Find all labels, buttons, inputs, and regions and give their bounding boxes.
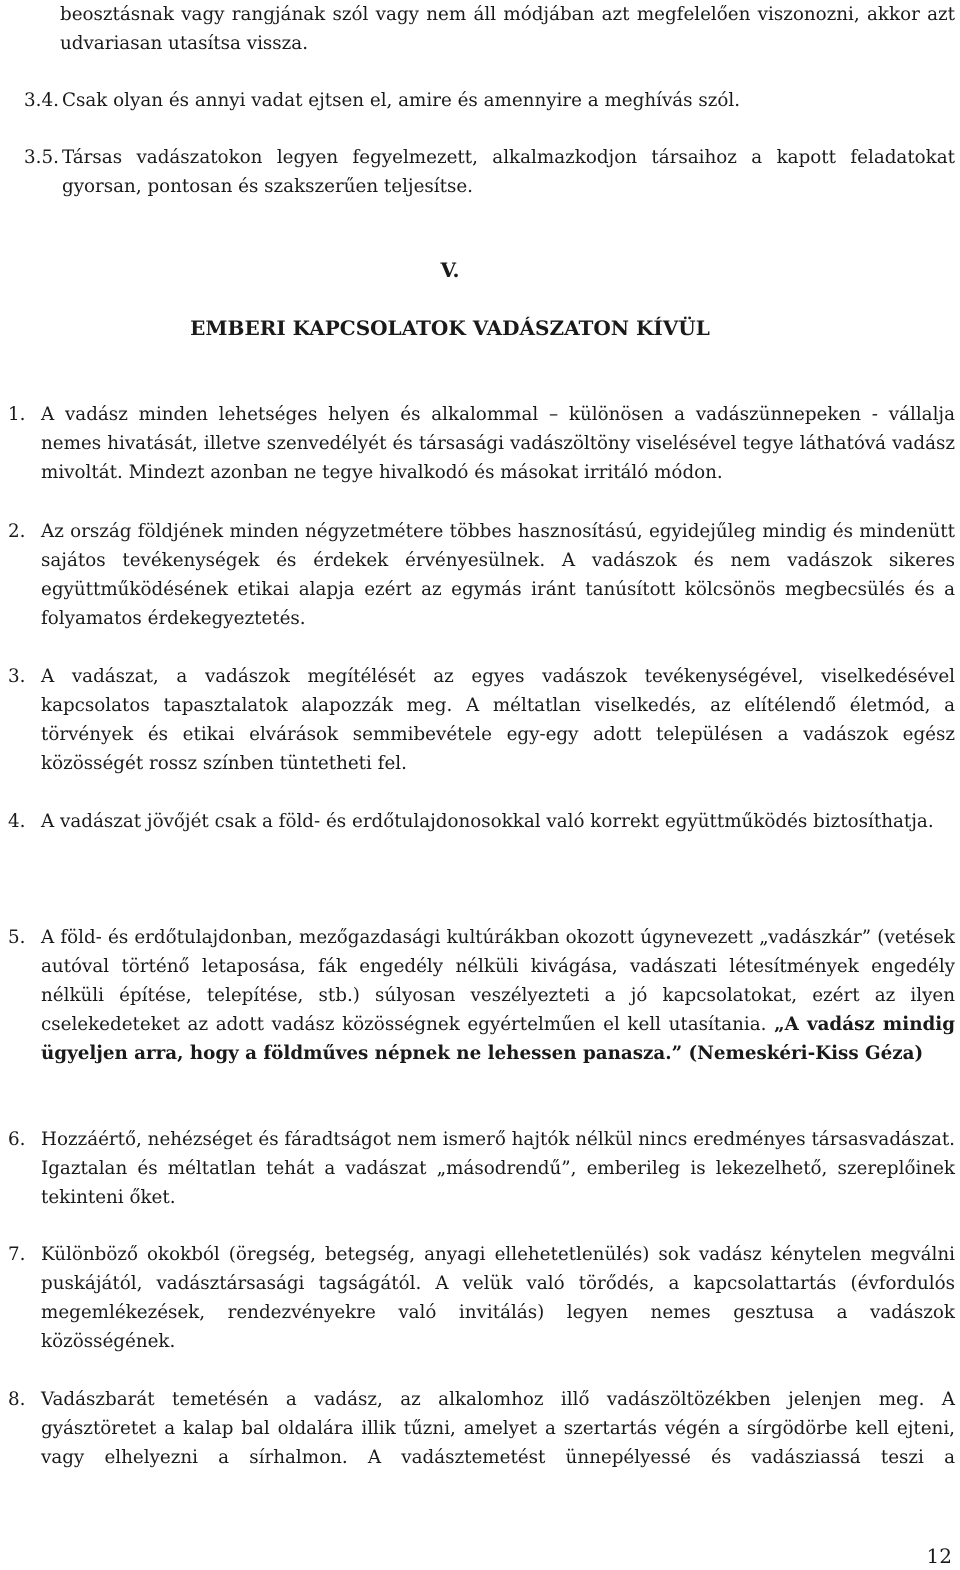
item-text <box>41 923 955 1068</box>
item-number: 3.5. <box>24 147 59 168</box>
item-text: Hozzáértő, nehézséget és fáradtságot nem ismerő hajtók nélkül nincs eredményes társasvadászat. Igaztalan és méltatlan tehát a vadászat „másodrendű”, emberileg is lekezelhető, szereplőinek tekinteni őket. <box>41 1129 955 1208</box>
item-number: 6. <box>8 1129 26 1150</box>
intro-paragraph: beosztásnak vagy rangjának szól vagy nem áll módjában azt megfelelően viszonozni, akkor azt udvariasan utasítsa vissza. <box>60 4 955 54</box>
item-text: A vadászat, a vadászok megítélését az egyes vadászok tevékenységével, viselkedésével kapcsolatos tapasztalatok alapozzák meg. A méltatlan viselkedés, az elítélendő életmód, a törvények és etikai elvárások semmibevétele egy-egy adott településen a vadászok egész közösségét rossz színben tüntetheti fel. <box>41 666 955 774</box>
item-text-regular: A föld- és erdőtulajdonban, mezőgazdasági kultúrákban okozott úgynevezett „vadászkár” (vetések autóval történő letaposása, fák engedély nélküli kivágása, vadászati létesítmények engedély nélküli építése, telepítése, stb.) súlyosan veszélyezteti a jó kapcsolatokat, ezért az ilyen cselekedeteket az adott vadász közösségnek egyértelműen el kell utasítania. <box>41 927 955 1035</box>
item-number: 8. <box>8 1389 26 1410</box>
item-number: 3.4. <box>24 90 59 111</box>
item-text: Társas vadászatokon legyen fegyelmezett, alkalmazkodjon társaihoz a kapott feladatokat gyorsan, pontosan és szakszerűen teljesítse. <box>62 147 955 197</box>
item-number: 3. <box>8 666 26 687</box>
item-text: A vadász minden lehetséges helyen és alkalommal – különösen a vadászünnepeken - vállalja nemes hivatását, illetve szenvedélyét és társasági vadászöltöny viselésével tegye láthatóvá vadász mivoltát. Mindezt azonban ne tegye hivalkodó és másokat irritáló módon. <box>41 404 955 483</box>
section-title: EMBERI KAPCSOLATOK VADÁSZATON KÍVÜL <box>190 316 710 340</box>
item-text: Csak olyan és annyi vadat ejtsen el, amire és amennyire a meghívás szól. <box>62 90 741 111</box>
page-number: 12 <box>926 1544 952 1568</box>
item-number: 5. <box>8 927 26 948</box>
item-number: 1. <box>8 404 26 425</box>
item-quote-bold: „A vadász mindig ügyeljen arra, hogy a földműves népnek ne lehessen panasza.” (Nemeskéri-Kiss Géza) <box>41 1014 956 1064</box>
item-text: Az ország földjének minden négyzetmétere többes hasznosítású, egyidejűleg mindig és mindenütt sajátos tevékenységek és érdekek érvényesülnek. A vadászok és nem vadászok sikeres együttműködésének etikai alapja ezért az egymás iránt tanúsított kölcsönös megbecsülés és a folyamatos érdekegyeztetés. <box>41 521 955 629</box>
item-number: 4. <box>8 811 26 832</box>
item-text: Különböző okokból (öregség, betegség, anyagi ellehetetlenülés) sok vadász kénytelen megválni puskájától, vadásztársasági tagságától. A velük való törődés, a kapcsolattartás (évfordulós megemlékezések, rendezvényekre való invitálás) legyen nemes gesztusa a vadászok közösségének. <box>41 1244 955 1352</box>
item-number: 7. <box>8 1244 26 1265</box>
item-number: 2. <box>8 521 26 542</box>
item-text: Vadászbarát temetésén a vadász, az alkalomhoz illő vadászöltözékben jelenjen meg. A gyásztöretet a kalap bal oldalára illik tűzni, amelyet a szertartás végén a sírgödörbe kell ejteni, vagy elhelyezni a sírhalmon. A vadásztemetést ünnepélyessé és vadásziassá teszi a <box>41 1389 955 1468</box>
item-text: A vadászat jövőjét csak a föld- és erdőtulajdonosokkal való korrekt együttműködés biztosíthatja. <box>41 811 934 832</box>
section-number: V. <box>440 258 460 282</box>
